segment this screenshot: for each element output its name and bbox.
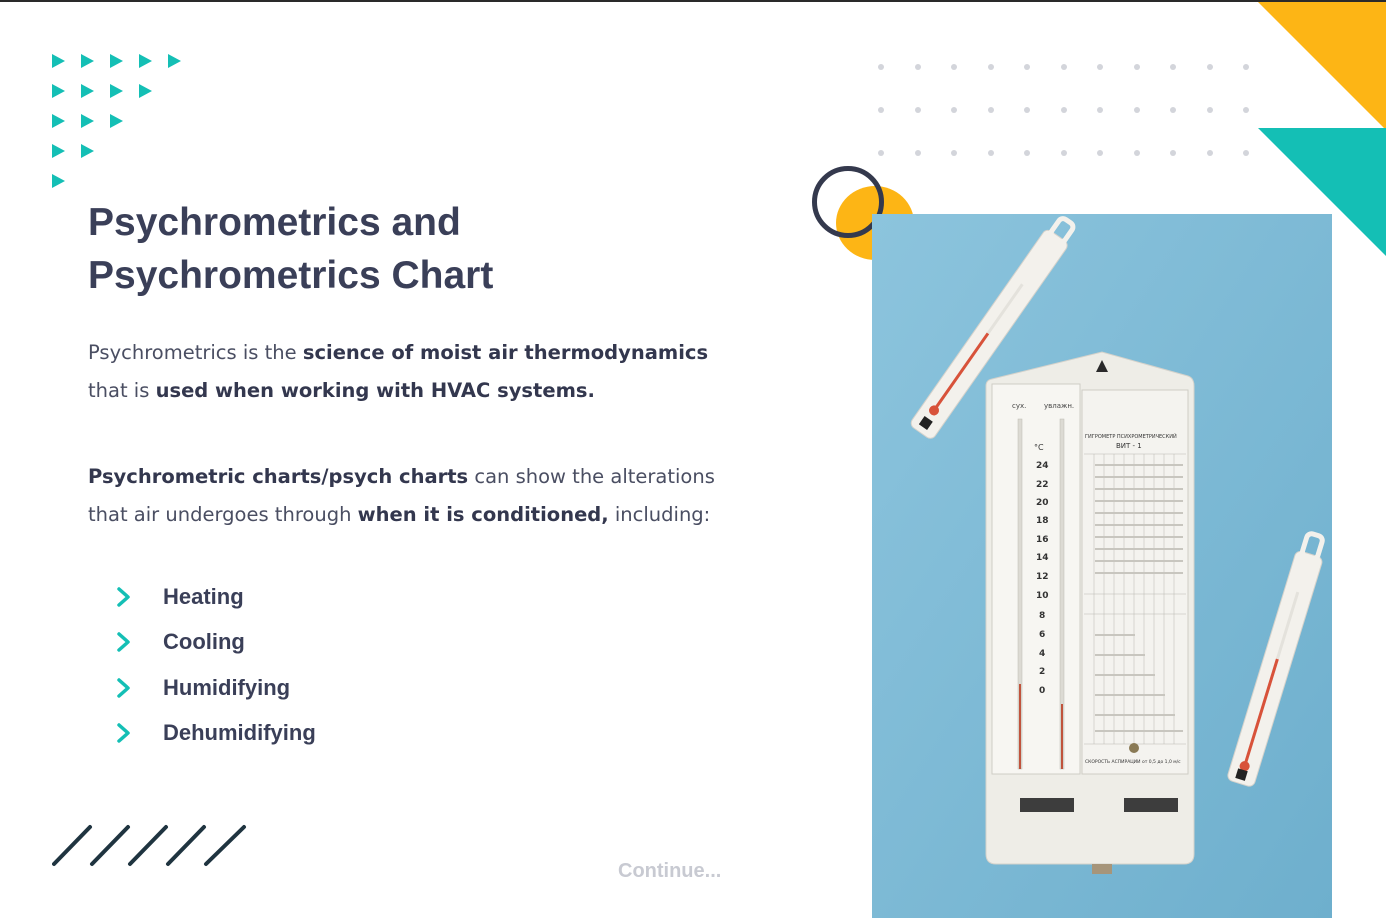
chevron-right-icon <box>116 585 142 609</box>
list-item-label: Dehumidifying <box>163 720 316 746</box>
svg-text:4: 4 <box>1039 649 1046 659</box>
decorative-dot-grid <box>878 64 1249 193</box>
list-item <box>116 620 316 666</box>
svg-text:16: 16 <box>1036 535 1049 545</box>
svg-text:0: 0 <box>1039 686 1046 696</box>
svg-text:24: 24 <box>1036 461 1049 471</box>
decorative-slashes <box>52 824 252 868</box>
process-list <box>116 574 316 756</box>
decorative-yellow-triangle <box>1258 2 1386 130</box>
continue-link[interactable]: Continue... <box>618 860 722 882</box>
list-item <box>116 665 316 711</box>
wet-label: увлажн. <box>1044 402 1075 410</box>
list-item-label: Cooling <box>163 629 245 655</box>
svg-text:10: 10 <box>1036 591 1049 601</box>
device-model: ВИТ - 1 <box>1116 442 1142 450</box>
svg-text:20: 20 <box>1036 498 1049 508</box>
hygrometer-photo <box>872 214 1332 918</box>
svg-text:6: 6 <box>1039 630 1046 640</box>
svg-text:22: 22 <box>1036 480 1049 490</box>
list-item-label: Humidifying <box>163 674 291 700</box>
top-border <box>0 0 1386 2</box>
intro-paragraph: Psychrometrics is the science of moist air thermodynamics that is used when working with HVAC systems. <box>88 341 709 402</box>
svg-text:2: 2 <box>1039 667 1046 677</box>
chevron-right-icon <box>116 630 142 654</box>
svg-text:18: 18 <box>1036 516 1049 526</box>
decorative-triangles <box>52 46 181 196</box>
aspiration-note: СКОРОСТЬ АСПИРАЦИИ от 0,5 до 1,0 м/с <box>1085 760 1181 765</box>
svg-text:8: 8 <box>1039 611 1046 621</box>
page-title: Psychrometrics and Psychrometrics Chart <box>88 201 494 297</box>
svg-text:12: 12 <box>1036 572 1049 582</box>
chevron-right-icon <box>116 721 142 745</box>
svg-text:14: 14 <box>1036 553 1049 563</box>
device-label: ГИГРОМЕТР ПСИХРОМЕТРИЧЕСКИЙ <box>1085 434 1177 440</box>
chevron-right-icon <box>116 676 142 700</box>
scale-unit: °C <box>1034 443 1044 452</box>
dry-label: сух. <box>1012 402 1027 410</box>
list-item <box>116 711 316 757</box>
hygrometer-illustration <box>872 214 1332 918</box>
charts-paragraph: Psychrometric charts/psych charts can show the alterations that air undergoes through when it is conditioned, including: <box>88 465 715 526</box>
list-item-label: Heating <box>163 583 244 609</box>
list-item <box>116 574 316 620</box>
